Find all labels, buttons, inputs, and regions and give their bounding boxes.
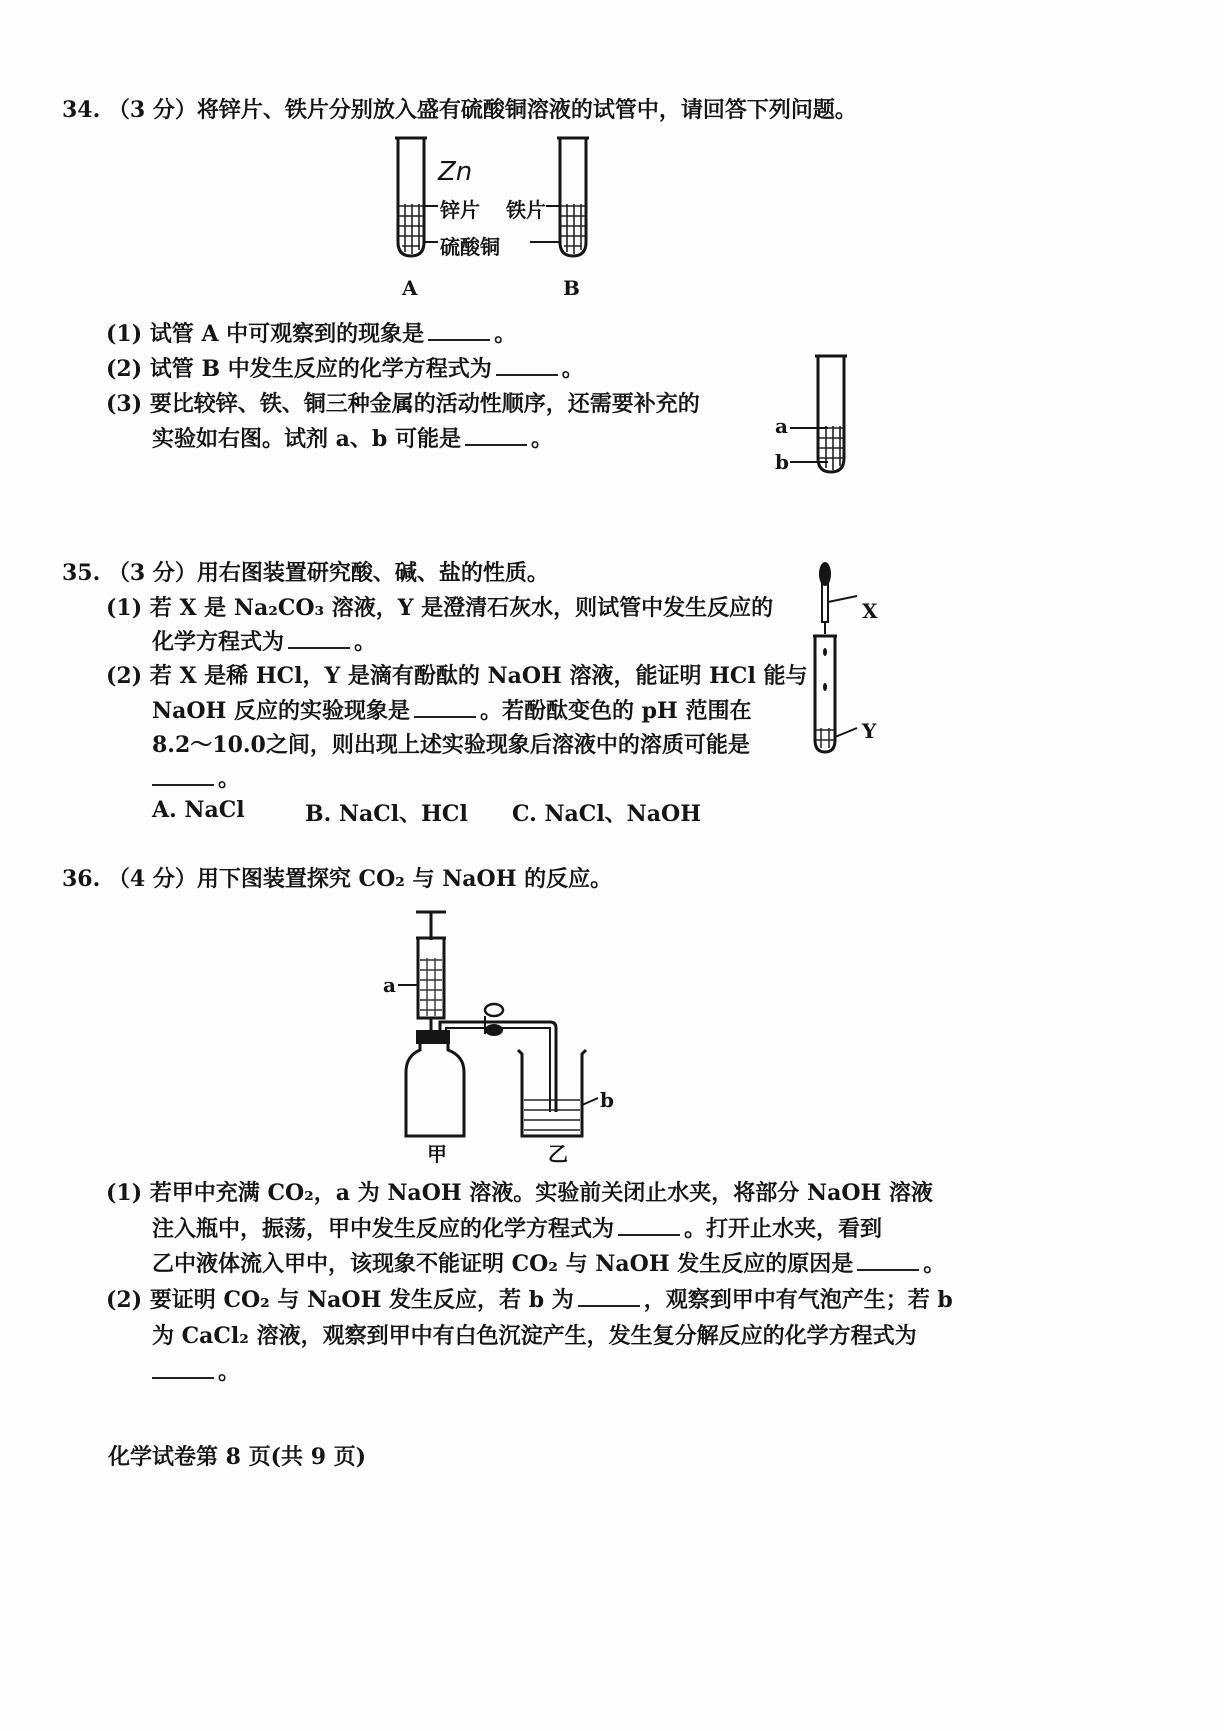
- q36-part2-line3: 。: [152, 1355, 240, 1386]
- q36-part1-line1: (1) 若甲中充满 CO₂，a 为 NaOH 溶液。实验前关闭止水夹，将部分 NaOH 溶液: [106, 1180, 933, 1206]
- q36-label-jia: 甲: [427, 1142, 447, 1166]
- page-footer: 化学试卷第 8 页(共 9 页): [108, 1444, 367, 1470]
- answer-blank[interactable]: [428, 319, 490, 341]
- q34-reagent-b: b: [775, 450, 789, 474]
- q36-header: 36. （4 分）用下图装置探究 CO₂ 与 NaOH 的反应。: [62, 866, 613, 892]
- q34-header: 34. （3 分）将锌片、铁片分别放入盛有硫酸铜溶液的试管中，请回答下列问题。: [62, 97, 857, 123]
- q36-part2-line1: (2) 要证明 CO₂ 与 NaOH 发生反应，若 b 为 ，观察到甲中有气泡产生；若 b: [106, 1287, 953, 1313]
- q34-part2: (2) 试管 B 中发生反应的化学方程式为 。: [106, 356, 584, 382]
- q34-label-tube-b: B: [563, 276, 580, 300]
- q35-header: 35. （3 分）用右图装置研究酸、碱、盐的性质。: [62, 560, 549, 586]
- q34-part1: (1) 试管 A 中可观察到的现象是 。: [106, 321, 517, 347]
- answer-blank[interactable]: [414, 696, 476, 718]
- q34-label-tube-a: A: [402, 276, 418, 300]
- q34-label-zinc: 锌片: [440, 198, 480, 222]
- q34-label-iron: 铁片: [506, 198, 546, 222]
- q36-part1-line3: 乙中液体流入甲中，该现象不能证明 CO₂ 与 NaOH 发生反应的原因是 。: [152, 1251, 946, 1277]
- q35-option-b[interactable]: B. NaCl、HCl: [305, 801, 468, 827]
- q35-label-x: X: [862, 599, 878, 623]
- q35-part2-line3: 8.2～10.0之间，则出现上述实验现象后溶液中的溶质可能是: [152, 732, 750, 758]
- answer-blank[interactable]: [465, 424, 527, 446]
- q34-part3-line1: (3) 要比较锌、铁、铜三种金属的活动性顺序，还需要补充的: [106, 391, 700, 417]
- q35-option-a[interactable]: A. NaCl: [152, 797, 245, 823]
- q34-label-cuso4: 硫酸铜: [440, 235, 500, 259]
- q35-part1-line2: 化学方程式为 。: [152, 629, 377, 655]
- q34-part3-line2: 实验如右图。试剂 a、b 可能是 。: [152, 426, 553, 452]
- answer-blank[interactable]: [496, 354, 558, 376]
- answer-blank[interactable]: [857, 1249, 919, 1271]
- answer-blank[interactable]: [288, 627, 350, 649]
- q35-option-c[interactable]: C. NaCl、NaOH: [512, 801, 701, 827]
- q36-apparatus-figure: [370, 900, 640, 1165]
- q36-part2-line2: 为 CaCl₂ 溶液，观察到甲中有白色沉淀产生，发生复分解反应的化学方程式为: [152, 1323, 917, 1349]
- q34-reagent-a: a: [775, 414, 788, 438]
- answer-blank[interactable]: [578, 1285, 640, 1307]
- q35-part2-line2: NaOH 反应的实验现象是 。若酚酞变色的 pH 范围在: [152, 698, 752, 724]
- q35-part2-line4: 。: [152, 762, 240, 793]
- q35-part2-line1: (2) 若 X 是稀 HCl，Y 是滴有酚酞的 NaOH 溶液，能证明 HCl 能与: [106, 663, 808, 689]
- q36-label-a: a: [383, 973, 396, 997]
- answer-blank[interactable]: [152, 764, 214, 786]
- q36-label-b: b: [600, 1088, 614, 1112]
- answer-blank[interactable]: [152, 1357, 214, 1379]
- q35-label-y: Y: [862, 719, 877, 743]
- answer-blank[interactable]: [618, 1214, 680, 1236]
- q35-part1-line1: (1) 若 X 是 Na₂CO₃ 溶液，Y 是澄清石灰水，则试管中发生反应的: [106, 595, 774, 621]
- q36-label-yi: 乙: [548, 1142, 568, 1166]
- q34-handwritten-zn: Zn: [438, 157, 473, 187]
- q36-part1-line2: 注入瓶中，振荡，甲中发生反应的化学方程式为 。打开止水夹，看到: [152, 1216, 883, 1242]
